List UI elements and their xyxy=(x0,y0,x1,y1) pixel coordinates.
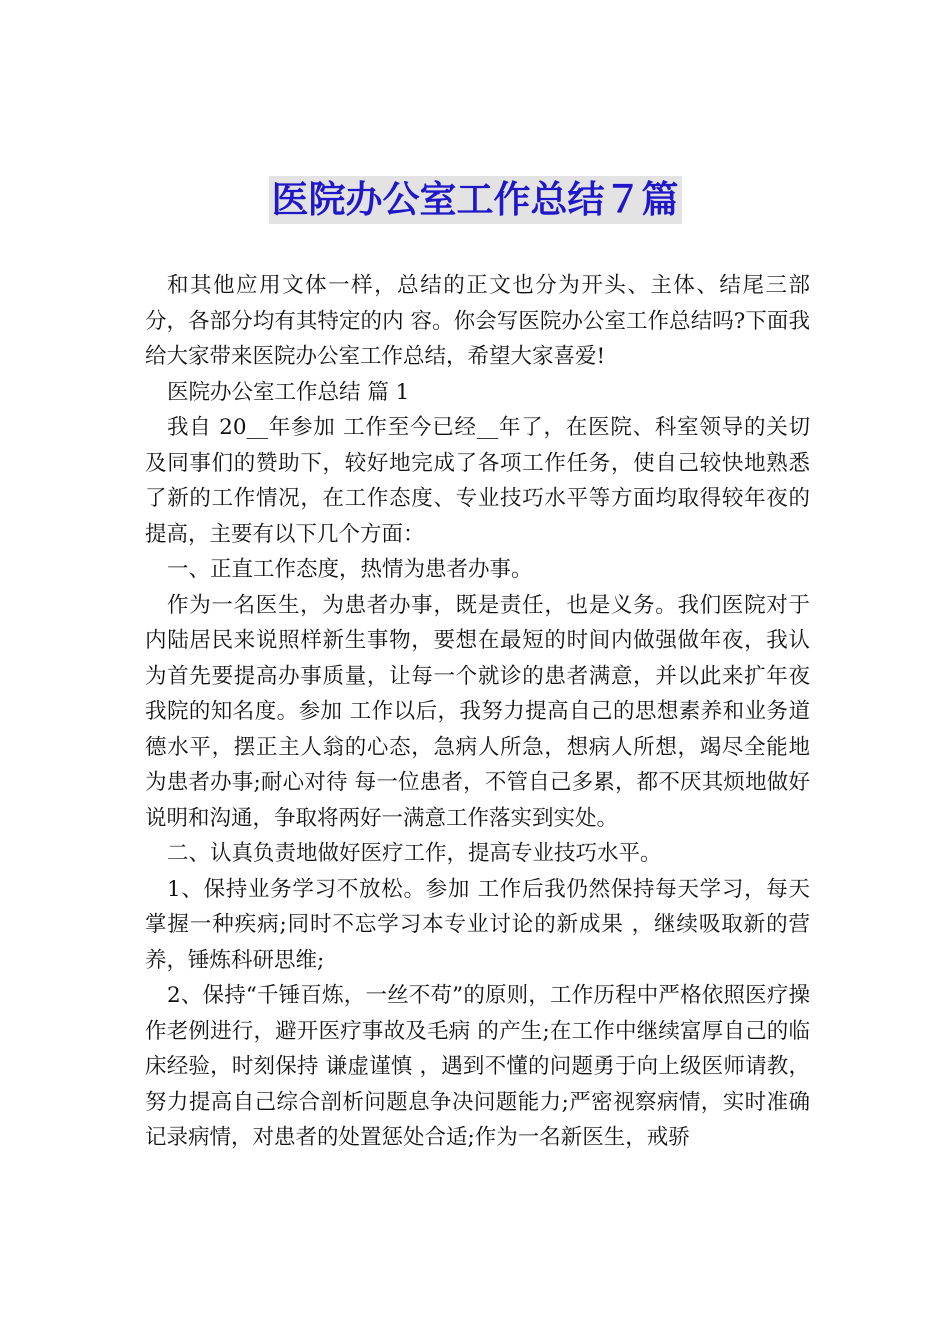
list-item-1: 1、保持业务学习不放松。参加 工作后我仍然保持每天学习，每天掌握一种疾病;同时不忘学习本专业讨论的新成果 ，继续吸取新的营养，锤炼科研思维; xyxy=(145,876,810,973)
document-title: 医院办公室工作总结７篇 xyxy=(269,176,682,224)
subheading-1: 一、正直工作态度，热情为患者办事。 xyxy=(167,557,533,582)
body-paragraph: 我自 20__年参加 工作至今已经__年了，在医院、科室领导的关切及同事们的赞助下，较好地完成了各项工作任务，使自己较快地熟悉了新的工作情况，在工作态度、专业技巧水平等方面均取得较年夜的提高，主要有以下几个方面： xyxy=(145,415,810,547)
document-body xyxy=(145,268,810,1156)
body-paragraph: 作为一名医生，为患者办事，既是责任，也是义务。我们医院对于内陆居民来说照样新生事物，要想在最短的时间内做强做年夜，我认为首先要提高办事质量，让每一个就诊的患者满意，并以此来扩年夜我院的知名度。参加 工作以后，我努力提高自己的思想素养和业务道德水平，摆正主人翁的心态，急病人所急，想病人所想，竭尽全能地为患者办事;耐心对待 每一位患者，不管自己多累，都不厌其烦地做好说明和沟通，争取将两好一满意工作落实到实处。 xyxy=(145,592,810,831)
intro-paragraph: 和其他应用文体一样，总结的正文也分为开头、主体、结尾三部分，各部分均有其特定的内 容。你会写医院办公室工作总结吗?下面我给大家带来医院办公室工作总结，希望大家喜爱! xyxy=(145,273,810,369)
title-container xyxy=(0,176,950,224)
list-item-2: 2、保持“千锤百炼，一丝不苟”的原则，工作历程中严格依照医疗操作老例进行，避开医疗事故及毛病 的产生;在工作中继续富厚自己的临床经验，时刻保持 谦虚谨慎 ，遇到不懂的问题勇于向上级医师请教，努力提高自己综合剖析问题息争决问题能力;严密视察病情，实时准确记录病情，对患者的处置惩处合适;作为一名新医生，戒骄 xyxy=(145,983,810,1150)
section-heading-1: 医院办公室工作总结 篇 1 xyxy=(167,379,410,405)
subheading-2: 二、认真负责地做好医疗工作，提高专业技巧水平。 xyxy=(167,841,662,866)
